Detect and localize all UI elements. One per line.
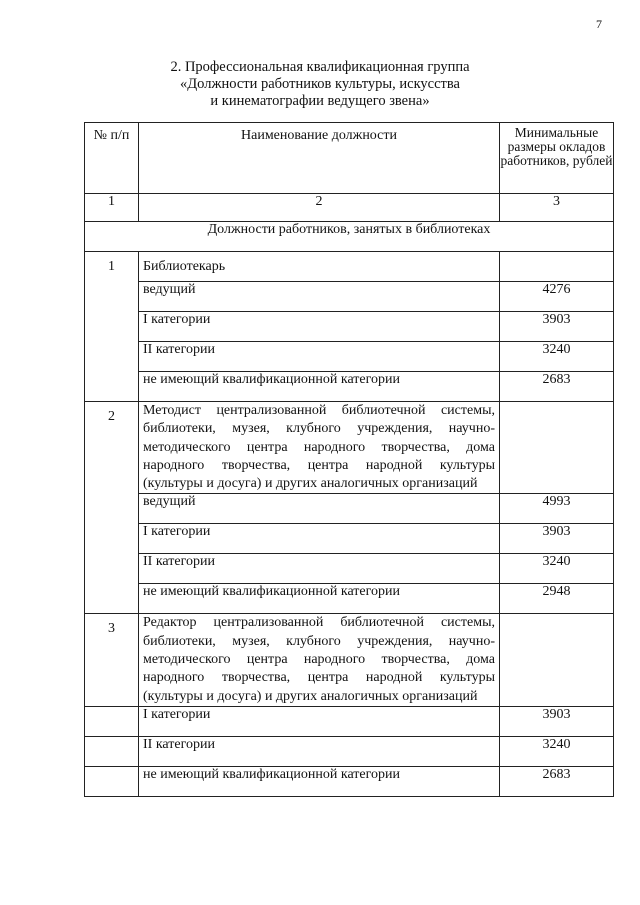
- salary-value: 3903: [500, 312, 614, 342]
- salary-value: [500, 402, 614, 494]
- table-row: [85, 252, 614, 282]
- header-position-name: Наименование должности: [139, 123, 500, 194]
- row-number: 3: [85, 614, 139, 706]
- table-row: [85, 524, 614, 554]
- position-category: ведущий: [139, 282, 500, 312]
- column-number-2: 2: [139, 194, 500, 222]
- row-number: 2: [85, 402, 139, 614]
- salary-value: 3240: [500, 736, 614, 766]
- table-row: [85, 736, 614, 766]
- table-row: [85, 554, 614, 584]
- position-category: I категории: [139, 706, 500, 736]
- salary-value: 4993: [500, 494, 614, 524]
- position-category: не имеющий квалификационной категории: [139, 584, 500, 614]
- salary-value: 3240: [500, 554, 614, 584]
- title-line-1: 2. Профессиональная квалификационная группа: [170, 59, 470, 75]
- document-title: [100, 59, 540, 110]
- row-number-blank: [85, 736, 139, 766]
- table-row: [85, 494, 614, 524]
- table-row: [85, 614, 614, 706]
- table-row: [85, 282, 614, 312]
- salary-value: 4276: [500, 282, 614, 312]
- table-row: [85, 342, 614, 372]
- position-category: ведущий: [139, 494, 500, 524]
- column-number-3: 3: [500, 194, 614, 222]
- salary-value: [500, 252, 614, 282]
- header-min-salary: Минимальные размеры окладов работников, рублей: [500, 123, 614, 194]
- table-row: [85, 372, 614, 402]
- position-category: не имеющий квалификационной категории: [139, 372, 500, 402]
- salary-value: 3240: [500, 342, 614, 372]
- position-category: I категории: [139, 524, 500, 554]
- header-number: № п/п: [85, 123, 139, 194]
- section-title: Должности работников, занятых в библиотеках: [85, 222, 614, 252]
- salary-value: 3903: [500, 524, 614, 554]
- row-number: 1: [85, 252, 139, 402]
- salary-value: 2683: [500, 766, 614, 796]
- salary-value: 2683: [500, 372, 614, 402]
- salary-table: [84, 122, 614, 797]
- title-line-3: и кинематографии ведущего звена»: [210, 93, 430, 109]
- salary-value: [500, 614, 614, 706]
- position-name: Библиотекарь: [139, 252, 500, 282]
- table-row: [85, 584, 614, 614]
- position-category: не имеющий квалификационной категории: [139, 766, 500, 796]
- table-row: [85, 766, 614, 796]
- column-number-row: [85, 194, 614, 222]
- page-number: 7: [596, 17, 602, 31]
- table-row: [85, 706, 614, 736]
- row-number-blank: [85, 766, 139, 796]
- table-row: [85, 402, 614, 494]
- position-name: Методист централизованной библиотечной системы, библиотеки, музея, клубного учреждения, научно-методического центра народного творчества, дома народного творчества, центра народной культуры (культуры и досуга) и других аналогичных организаций: [139, 402, 500, 494]
- title-line-2: «Должности работников культуры, искусства: [180, 76, 460, 92]
- salary-value: 3903: [500, 706, 614, 736]
- position-category: II категории: [139, 554, 500, 584]
- salary-value: 2948: [500, 584, 614, 614]
- section-row: [85, 222, 614, 252]
- position-name: Редактор централизованной библиотечной системы, библиотеки, музея, клубного учреждения, научно-методического центра народного творчества, дома народного творчества, центра народной культуры (культуры и досуга) и других аналогичных организаций: [139, 614, 500, 706]
- row-number-blank: [85, 706, 139, 736]
- position-category: I категории: [139, 312, 500, 342]
- table-header-row: [85, 123, 614, 194]
- position-category: II категории: [139, 342, 500, 372]
- position-category: II категории: [139, 736, 500, 766]
- column-number-1: 1: [85, 194, 139, 222]
- table-row: [85, 312, 614, 342]
